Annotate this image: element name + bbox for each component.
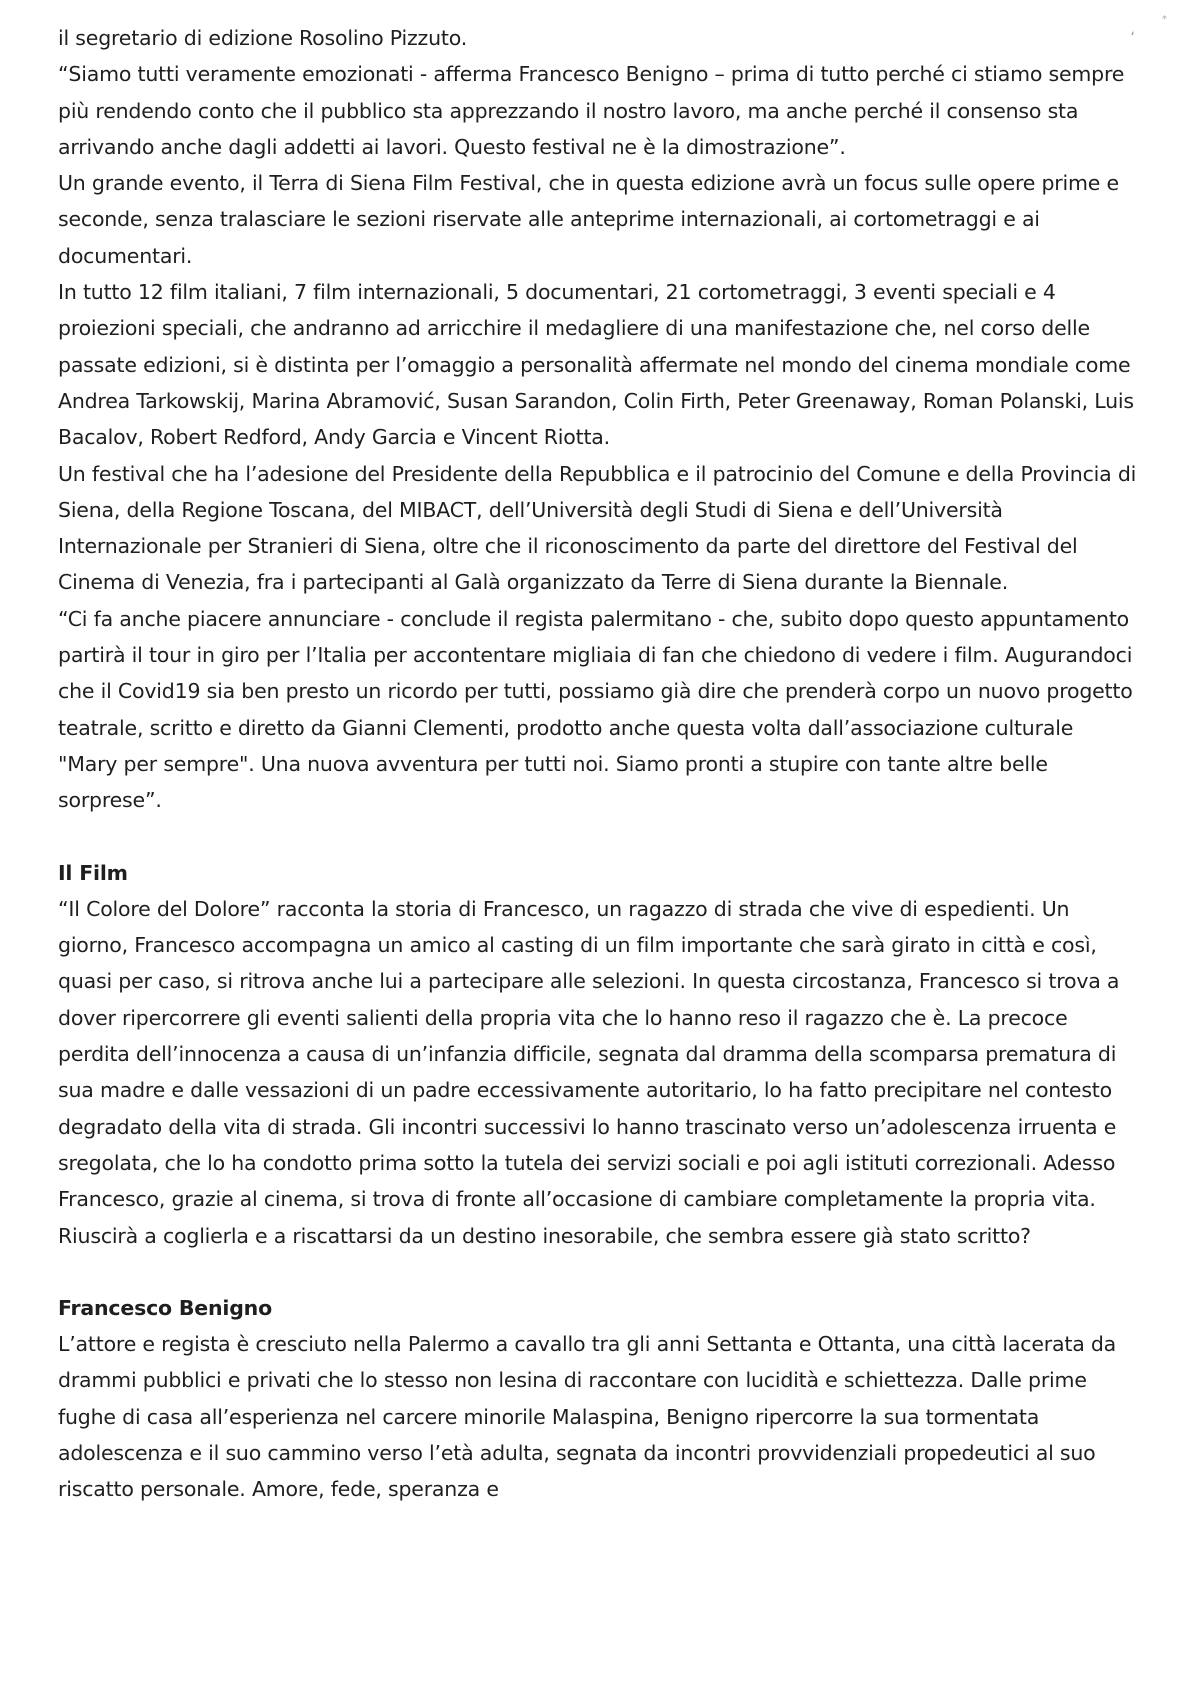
section-spacer	[58, 819, 1138, 855]
scan-mark: ʻ	[1130, 30, 1135, 46]
paragraph: Un grande evento, il Terra di Siena Film Festival, che in questa edizione avrà un focus sulle opere prime e seconde, senza tralasciare le sezioni riservate alle anteprime internazionali, ai cortometraggi e ai documentari.	[58, 171, 1119, 268]
section-spacer	[58, 1254, 1138, 1290]
paragraph: “Siamo tutti veramente emozionati - afferma Francesco Benigno – prima di tutto perché ci stiamo sempre più rendendo conto che il pubblico sta apprezzando il nostro lavoro, ma anche perché il consenso sta arrivando anche dagli addetti ai lavori. Questo festival ne è la dimostrazione”.	[58, 62, 1125, 159]
paragraph: “Ci fa anche piacere annunciare - conclude il regista palermitano - che, subito dopo questo appuntamento partirà il tour in giro per l’Italia per accontentare migliaia di fan che chiedono di vedere i film. Augurandoci che il Covid19 sia ben presto un ricordo per tutti, possiamo già dire che prenderà corpo un nuovo progetto teatrale, scritto e diretto da Gianni Clementi, prodotto anche questa volta dall’associazione culturale "Mary per sempre". Una nuova avventura per tutti noi. Siamo pronti a stupire con tante altre belle sorprese”.	[58, 606, 1133, 813]
section-heading-film: Il Film	[58, 860, 128, 885]
paragraph: L’attore e regista è cresciuto nella Palermo a cavallo tra gli anni Settanta e Ottanta, una città lacerata da drammi pubblici e privati che lo stesso non lesina di raccontare con lucidità e schiettezza. Dalle prime fughe di casa all’esperienza nel carcere minorile Malaspina, Benigno ripercorre la sua tormentata adolescenza e il suo cammino verso l’età adulta, segnata da incontri provvidenziali propedeutici al suo riscatto personale. Amore, fede, speranza e	[58, 1332, 1117, 1502]
section-heading-benigno: Francesco Benigno	[58, 1295, 272, 1320]
scan-mark: *	[1162, 14, 1167, 25]
paragraph: il segretario di edizione Rosolino Pizzuto.	[58, 26, 468, 50]
paragraph: In tutto 12 film italiani, 7 film internazionali, 5 documentari, 21 cortometraggi, 3 eventi speciali e 4 proiezioni speciali, che andranno ad arricchire il medagliere di una manifestazione che, nel corso delle passate edizioni, si è distinta per l’omaggio a personalità affermate nel mondo del cinema mondiale come Andrea Tarkowskij, Marina Abramović, Susan Sarandon, Colin Firth, Peter Greenaway, Roman Polanski, Luis Bacalov, Robert Redford, Andy Garcia e Vincent Riotta.	[58, 280, 1134, 450]
document-page	[58, 20, 1138, 1508]
paragraph: “Il Colore del Dolore” racconta la storia di Francesco, un ragazzo di strada che vive di espedienti. Un giorno, Francesco accompagna un amico al casting di un film importante che sarà girato in città e così, quasi per caso, si ritrova anche lui a partecipare alle selezioni. In questa circostanza, Francesco si trova a dover ripercorrere gli eventi salienti della propria vita che lo hanno reso il ragazzo che è. La precoce perdita dell’innocenza a causa di un’infanzia difficile, segnata dal dramma della scomparsa prematura di sua madre e dalle vessazioni di un padre eccessivamente autoritario, lo ha fatto precipitare nel contesto degradato della vita di strada. Gli incontri successivi lo hanno trascinato verso un’adolescenza irruenta e sregolata, che lo ha condotto prima sotto la tutela dei servizi sociali e poi agli istituti correzionali. Adesso Francesco, grazie al cinema, si trova di fronte all’occasione di cambiare completamente la propria vita. Riuscirà a coglierla e a riscattarsi da un destino inesorabile, che sembra essere già stato scritto?	[58, 896, 1120, 1248]
paragraph: Un festival che ha l’adesione del Presidente della Repubblica e il patrocinio del Comune e della Provincia di Siena, della Regione Toscana, del MIBACT, dell’Università degli Studi di Siena e dell’Università Internazionale per Stranieri di Siena, oltre che il riconoscimento da parte del direttore del Festival del Cinema di Venezia, fra i partecipanti al Galà organizzato da Terre di Siena durante la Biennale.	[58, 461, 1137, 595]
